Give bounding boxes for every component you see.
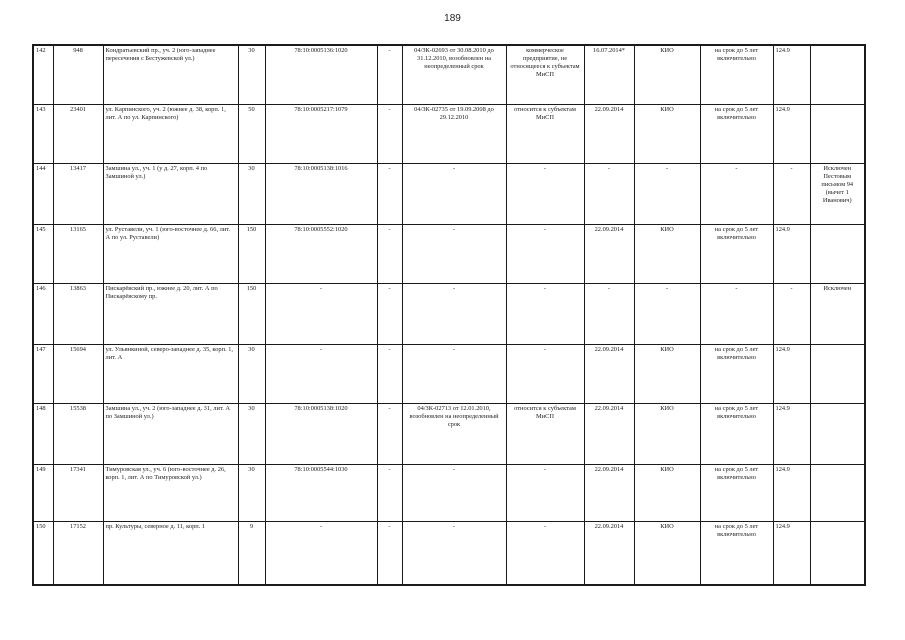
note-cell: [810, 464, 865, 521]
address-cell: ул. Руставели, уч. 1 (юго-восточнее д. 66, лит. А по ул. Руставели): [103, 224, 238, 283]
value-cell: 124.9: [773, 104, 810, 163]
term-cell: -: [700, 283, 773, 344]
category-cell: -: [506, 224, 584, 283]
table-row: [33, 163, 865, 224]
term-cell: на срок до 5 лет включительно: [700, 104, 773, 163]
contract-cell: 04/ЗК-02693 от 30.08.2010 до 31.12.2010, возобновлен на неопределенный срок: [402, 45, 506, 104]
dash-cell: -: [377, 344, 402, 403]
object-code-cell: 15538: [53, 403, 103, 464]
address-cell: Тимуровская ул., уч. 6 (юго-восточнее д. 26, корп. 1, лит. А по Тимуровской ул.): [103, 464, 238, 521]
contract-cell: 04/ЗК-02713 от 12.01.2010, возобновлен на неопределенный срок: [402, 403, 506, 464]
value-cell: 124.9: [773, 521, 810, 585]
area-cell: 50: [238, 104, 265, 163]
address-cell: Кондратьевский пр., уч. 2 (юго-западнее пересечения с Бестужевской ул.): [103, 45, 238, 104]
dash-cell: -: [377, 283, 402, 344]
cadastral-number-cell: 78:10:0005138:1020: [265, 403, 377, 464]
value-cell: 124.9: [773, 344, 810, 403]
area-cell: 30: [238, 464, 265, 521]
page-number: 189: [444, 13, 461, 24]
cadastral-number-cell: -: [265, 283, 377, 344]
dash-cell: -: [377, 45, 402, 104]
note-cell: [810, 344, 865, 403]
value-cell: -: [773, 163, 810, 224]
row-number-cell: 143: [33, 104, 53, 163]
date-cell: -: [584, 283, 634, 344]
area-cell: 30: [238, 163, 265, 224]
term-cell: на срок до 5 лет включительно: [700, 464, 773, 521]
category-cell: -: [506, 521, 584, 585]
value-cell: 124.9: [773, 403, 810, 464]
term-cell: на срок до 5 лет включительно: [700, 344, 773, 403]
note-cell: [810, 104, 865, 163]
cadastral-number-cell: -: [265, 521, 377, 585]
table-row: [33, 464, 865, 521]
table-row: [33, 104, 865, 163]
area-cell: 30: [238, 403, 265, 464]
row-number-cell: 144: [33, 163, 53, 224]
cadastral-number-cell: 78:10:0005552:1020: [265, 224, 377, 283]
table-row: [33, 283, 865, 344]
category-cell: -: [506, 464, 584, 521]
organization-cell: КИО: [634, 224, 700, 283]
category-cell: относится к субъектам МиСП: [506, 403, 584, 464]
row-number-cell: 145: [33, 224, 53, 283]
cadastral-number-cell: 78:10:0005138:1016: [265, 163, 377, 224]
area-cell: 150: [238, 224, 265, 283]
dash-cell: -: [377, 403, 402, 464]
contract-cell: -: [402, 464, 506, 521]
row-number-cell: 147: [33, 344, 53, 403]
organization-cell: КИО: [634, 403, 700, 464]
contract-cell: -: [402, 283, 506, 344]
object-code-cell: 17341: [53, 464, 103, 521]
object-code-cell: 948: [53, 45, 103, 104]
category-cell: -: [506, 163, 584, 224]
address-cell: Замшина ул., уч. 1 (у д. 27, корп. 4 по Замшиной ул.): [103, 163, 238, 224]
note-cell: [810, 45, 865, 104]
cadastral-number-cell: 78:10:0005136:1020: [265, 45, 377, 104]
area-cell: 9: [238, 521, 265, 585]
cadastral-number-cell: -: [265, 344, 377, 403]
term-cell: на срок до 5 лет включительно: [700, 224, 773, 283]
object-code-cell: 13863: [53, 283, 103, 344]
row-number-cell: 149: [33, 464, 53, 521]
dash-cell: -: [377, 521, 402, 585]
note-cell: [810, 224, 865, 283]
address-cell: Пискарёвский пр., южнее д. 20, лит. А по Пискарёвскому пр.: [103, 283, 238, 344]
object-code-cell: 23401: [53, 104, 103, 163]
register-table: [32, 44, 866, 586]
note-cell: Исключен Пестовым письмом 94 (вычет 1 Иванович): [810, 163, 865, 224]
organization-cell: -: [634, 163, 700, 224]
organization-cell: КИО: [634, 344, 700, 403]
object-code-cell: 13417: [53, 163, 103, 224]
contract-cell: -: [402, 344, 506, 403]
date-cell: 22.09.2014: [584, 104, 634, 163]
term-cell: на срок до 5 лет включительно: [700, 521, 773, 585]
date-cell: -: [584, 163, 634, 224]
value-cell: -: [773, 283, 810, 344]
contract-cell: -: [402, 163, 506, 224]
organization-cell: КИО: [634, 521, 700, 585]
organization-cell: -: [634, 283, 700, 344]
note-cell: [810, 521, 865, 585]
address-cell: ул. Ульянкиной, северо-западнее д. 35, корп. 1, лит. А: [103, 344, 238, 403]
row-number-cell: 150: [33, 521, 53, 585]
category-cell: коммерческое предприятие, не относящееся к субъектам МиСП: [506, 45, 584, 104]
address-cell: ул. Карпинского, уч. 2 (южнее д. 38, корп. 1, лит. А по ул. Карпинского): [103, 104, 238, 163]
dash-cell: -: [377, 104, 402, 163]
row-number-cell: 142: [33, 45, 53, 104]
object-code-cell: 15694: [53, 344, 103, 403]
term-cell: -: [700, 163, 773, 224]
value-cell: 124.9: [773, 224, 810, 283]
cadastral-number-cell: 78:10:0005217:1079: [265, 104, 377, 163]
category-cell: -: [506, 344, 584, 403]
address-cell: пр. Культуры, северное д. 11, корп. 1: [103, 521, 238, 585]
area-cell: 150: [238, 283, 265, 344]
table-row: [33, 403, 865, 464]
row-number-cell: 146: [33, 283, 53, 344]
term-cell: на срок до 5 лет включительно: [700, 403, 773, 464]
dash-cell: -: [377, 224, 402, 283]
category-cell: относится к субъектам МиСП: [506, 104, 584, 163]
date-cell: 22.09.2014: [584, 224, 634, 283]
term-cell: на срок до 5 лет включительно: [700, 45, 773, 104]
table-row: [33, 344, 865, 403]
cadastral-number-cell: 78:10:0005544:1030: [265, 464, 377, 521]
address-cell: Замшина ул., уч. 2 (юго-западнее д. 31, лит. А по Замшиной ул.): [103, 403, 238, 464]
contract-cell: -: [402, 224, 506, 283]
row-number-cell: 148: [33, 403, 53, 464]
table-row: [33, 45, 865, 104]
contract-cell: 04/ЗК-02735 от 19.09.2008 до 29.12.2010: [402, 104, 506, 163]
object-code-cell: 13165: [53, 224, 103, 283]
dash-cell: -: [377, 464, 402, 521]
value-cell: 124.9: [773, 464, 810, 521]
date-cell: 16.07.2014*: [584, 45, 634, 104]
note-cell: [810, 403, 865, 464]
contract-cell: -: [402, 521, 506, 585]
note-cell: Исключен: [810, 283, 865, 344]
area-cell: 30: [238, 344, 265, 403]
date-cell: 22.09.2014: [584, 464, 634, 521]
object-code-cell: 17152: [53, 521, 103, 585]
table-row: [33, 521, 865, 585]
area-cell: 30: [238, 45, 265, 104]
table-row: [33, 224, 865, 283]
organization-cell: КИО: [634, 464, 700, 521]
value-cell: 124.9: [773, 45, 810, 104]
date-cell: 22.09.2014: [584, 344, 634, 403]
date-cell: 22.09.2014: [584, 521, 634, 585]
organization-cell: КИО: [634, 45, 700, 104]
organization-cell: КИО: [634, 104, 700, 163]
date-cell: 22.09.2014: [584, 403, 634, 464]
dash-cell: -: [377, 163, 402, 224]
category-cell: -: [506, 283, 584, 344]
